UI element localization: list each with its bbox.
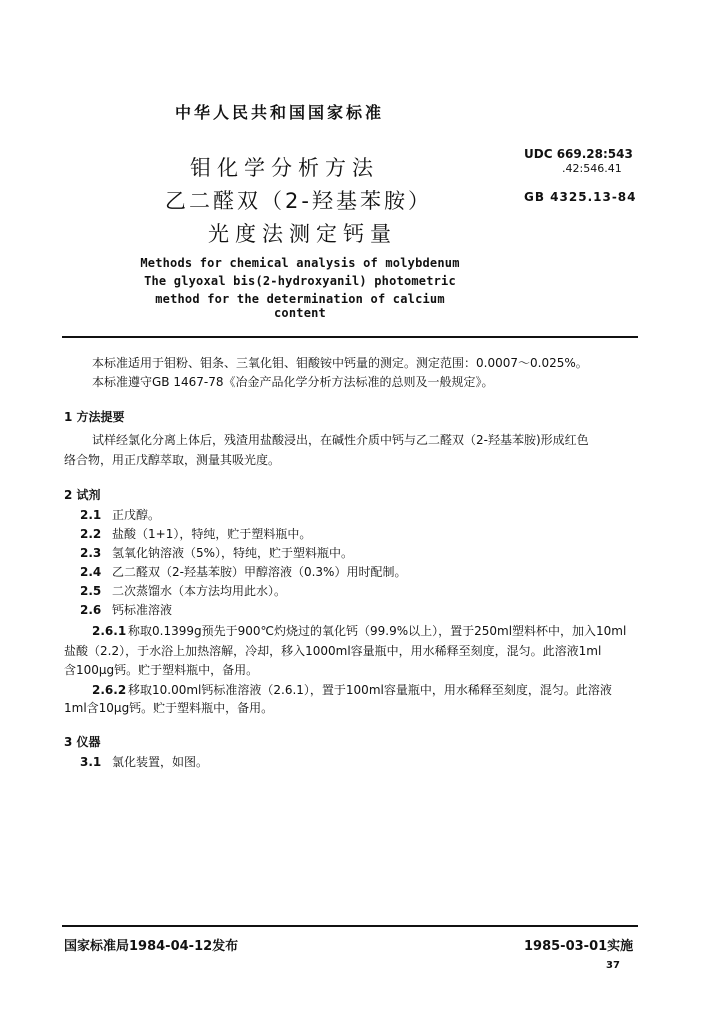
page-number: 37 [606,960,620,971]
subitem-number: 2.6.2 [92,683,127,697]
section-1-heading: 1 方法提要 [64,410,125,424]
english-title-line-2: The glyoxal bis(2-hydroxyanil) photometric [144,274,456,288]
item-text: 二次蒸馏水（本方法均用此水）。 [112,584,287,598]
english-title-line-1: Methods for chemical analysis of molybdenum [140,256,460,270]
section-1-line-1: 试样经氯化分离上体后，残渣用盐酸浸出，在碱性介质中钙与乙二醛双（2-羟基苯胺)形成红色 [92,433,589,447]
udc-code-cont: .42:546.41 [562,162,622,175]
national-standard-label: 中华人民共和国国家标准 [175,103,385,122]
item-text: 盐酸（1+1），特纯，贮于塑料瓶中。 [112,527,312,541]
item-number: 2.4 [80,565,102,579]
issued-date: 国家标准局1984-04-12发布 [64,939,239,954]
item-number: 3.1 [80,755,102,769]
subitem-2-6-1-line-1: 称取0.1399g预先于900℃灼烧过的氧化钙（99.9%以上），置于250ml塑料杯中，加入10ml [128,624,627,638]
item-number: 2.3 [80,546,102,560]
title-line-2: 乙二醛双（2-羟基苯胺） [165,189,432,213]
subitem-2-6-1-line-2: 盐酸（2.2），于水浴上加热溶解，冷却，移入1000ml容量瓶中，用水稀释至刻度，混匀。此溶液1ml [64,644,602,658]
item-text: 氯化装置，如图。 [112,755,209,769]
english-title-line-3: method for the determination of calcium content [155,292,445,320]
effective-date: 1985-03-01实施 [524,939,634,954]
subitem-2-6-2-line-1: 移取10.00ml钙标准溶液（2.6.1），置于100ml容量瓶中，用水稀释至刻度，混匀。此溶液 [128,683,612,697]
title-line-3: 光度法测定钙量 [208,222,397,246]
intro-paragraph-2: 本标准遵守GB 1467-78《冶金产品化学分析方法标准的总则及一般规定》。 [92,375,494,389]
gb-number: GB 4325.13-84 [524,190,637,204]
header-divider [62,336,638,338]
udc-code: UDC 669.28:543 [524,147,633,161]
section-3-heading: 3 仪器 [64,735,101,749]
item-text: 钙标准溶液 [112,603,173,617]
section-1-line-2: 络合物，用正戊醇萃取，测量其吸光度。 [64,453,281,467]
subitem-number: 2.6.1 [92,624,127,638]
subitem-2-6-2-line-2: 1ml含10μg钙。贮于塑料瓶中，备用。 [64,701,274,715]
item-number: 2.2 [80,527,102,541]
item-number: 2.6 [80,603,102,617]
section-2-heading: 2 试剂 [64,488,101,502]
title-line-1: 钼化学分析方法 [190,156,379,180]
item-text: 氢氧化钠溶液（5%），特纯，贮于塑料瓶中。 [112,546,354,560]
intro-paragraph-1: 本标准适用于钼粉、钼条、三氧化钼、钼酸铵中钙量的测定。测定范围：0.0007～0.025%。 [92,356,588,370]
item-number: 2.5 [80,584,102,598]
item-text: 正戊醇。 [112,508,161,522]
subitem-2-6-1-line-3: 含100μg钙。贮于塑料瓶中，备用。 [64,663,259,677]
footer-divider [62,925,638,927]
item-text: 乙二醛双（2-羟基苯胺）甲醇溶液（0.3%）用时配制。 [112,565,407,579]
item-number: 2.1 [80,508,102,522]
